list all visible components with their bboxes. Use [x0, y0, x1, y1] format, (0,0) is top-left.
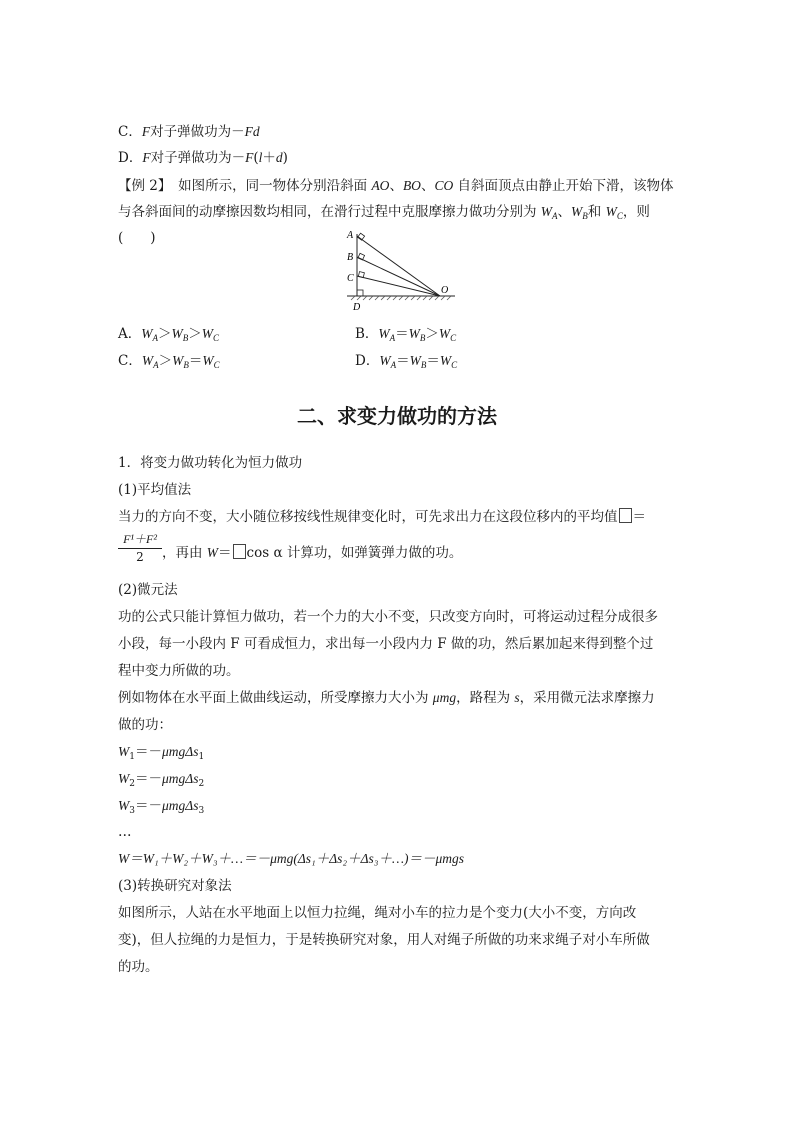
- section-title: 二、求变力做功的方法: [297, 404, 497, 428]
- m2-text5: 做的功：: [118, 717, 172, 733]
- ground-hatch: [351, 296, 451, 300]
- choice-d: D．$W_A=W_B=W_C$: [355, 353, 458, 370]
- eq-w3: $W_3=-\mu mg\Delta s_3$: [118, 798, 205, 816]
- s1-title: 1．将变力做功转化为恒力做功: [118, 455, 303, 471]
- m2-text4: 例如物体在水平面上做曲线运动，所受摩擦力大小为 μmg，路程为 s，采用微元法求摩擦力: [118, 690, 655, 706]
- incline-figure: [335, 226, 465, 316]
- eq-ellipsis: …: [118, 824, 132, 840]
- avg-f-symbol: [619, 508, 632, 523]
- eq-w1: $W_1=-\mu mg\Delta s_1$: [118, 744, 205, 762]
- example2-line1: 【例 2】 如图所示，同一物体分别沿斜面 AO、BO、CO 自斜面顶点由静止开始下滑，该物体: [118, 178, 674, 194]
- example2-line2: 与各斜面间的动摩擦因数均相同，在滑行过程中克服摩擦力做功分别为 $W_A$、$W_B$和 $W_C$，则: [118, 204, 650, 221]
- incline-ao: [357, 236, 440, 296]
- m3-text3: 的功。: [118, 959, 159, 975]
- average-fraction: $\frac{\text{F¹＋F²}}{2}$: [118, 530, 162, 564]
- option-d-prev: D．F对子弹做功为－F(l＋d): [118, 150, 288, 166]
- choice-a: A．$W_A>W_B>W_C$: [118, 326, 220, 343]
- avg-f-symbol-2: [233, 544, 246, 559]
- incline-bo: [357, 257, 440, 296]
- m2-text2: 小段，每一小段内 F 可看成恒力，求出每一小段内力 F 做的功，然后累加起来得到整个过: [118, 636, 654, 652]
- label-c: C: [347, 273, 354, 284]
- block-b: [358, 253, 365, 260]
- m1-text2: ，再由 W＝ cos α 计算功，如弹簧弹力做的功。: [162, 545, 463, 561]
- m3-text2: 变)，但人拉绳的力是恒力，于是转换研究对象，用人对绳子所做的功来求绳子对小车所做: [118, 932, 650, 948]
- eq-sum: W＝W₁＋W₂＋W₃＋…＝－μmg(Δs₁＋Δs₂＋Δs₃＋…)＝－μmgs: [118, 851, 464, 866]
- option-c-prev: C．F对子弹做功为－Fd: [118, 124, 260, 140]
- m2-text3: 程中变力所做的功。: [118, 663, 240, 679]
- m1-text1: 当力的方向不变，大小随位移按线性规律变化时，可先求出力在这段位移内的平均值 ＝: [118, 509, 646, 525]
- label-b: B: [347, 252, 354, 263]
- eq-w2: $W_2=-\mu mg\Delta s_2$: [118, 771, 205, 789]
- m3-text1: 如图所示，人站在水平地面上以恒力拉绳，绳对小车的拉力是个变力(大小不变，方向改: [118, 905, 637, 921]
- right-angle-d: [357, 290, 363, 296]
- m2-title: (2)微元法: [118, 582, 178, 598]
- choice-b: B．$W_A=W_B>W_C$: [355, 326, 457, 343]
- choice-c: C．$W_A>W_B=W_C$: [118, 353, 220, 370]
- label-d: D: [353, 302, 361, 313]
- label-a: A: [347, 230, 354, 241]
- m1-title: (1)平均值法: [118, 482, 192, 498]
- m3-title: (3)转换研究对象法: [118, 878, 232, 894]
- incline-co: [357, 276, 440, 296]
- answer-paren: ( ): [118, 230, 156, 246]
- label-o: O: [441, 285, 449, 296]
- m2-text1: 功的公式只能计算恒力做功，若一个力的大小不变，只改变方向时，可将运动过程分成很多: [118, 609, 658, 625]
